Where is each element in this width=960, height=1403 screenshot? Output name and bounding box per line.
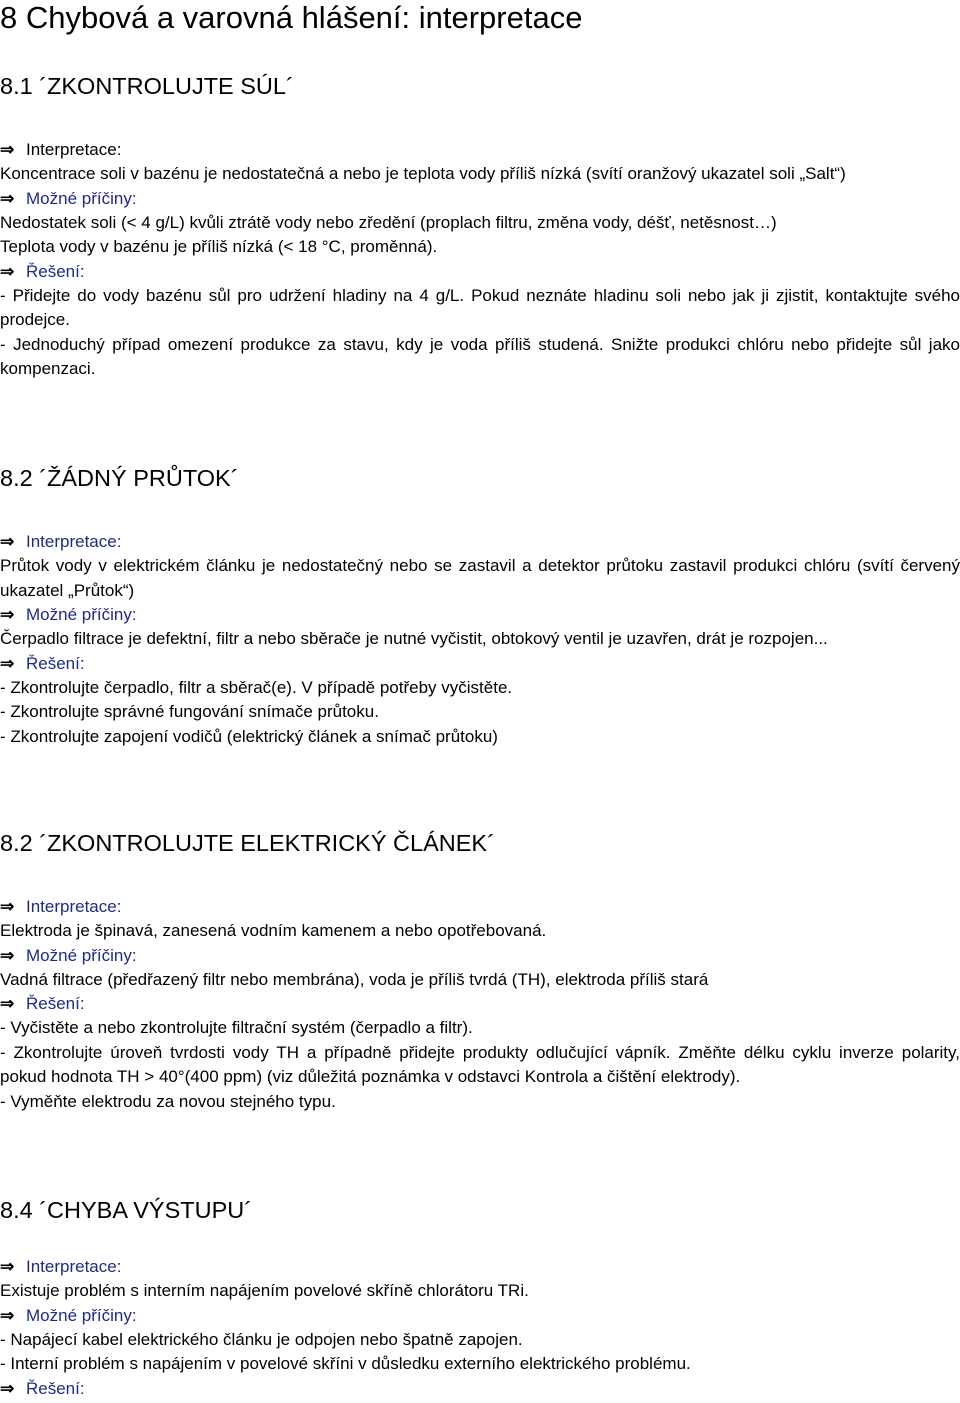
reseni-text: - Přidejte do vody bazénu sůl pro udržení hladiny na 4 g/L. Pokud neznáte hladinu soli nebo jak ji zjistit, kontaktujte svého prodejce.: [0, 285, 960, 329]
section-heading: 8.2 ´ZKONTROLUJTE ELEKTRICKÝ ČLÁNEK´: [0, 830, 495, 856]
priciny-text: - Interní problém s napájením v povelové skříni v důsledku externího elektrického problému.: [0, 1354, 691, 1373]
arrow-right-icon: ⇒: [0, 532, 15, 551]
arrow-right-icon: ⇒: [0, 605, 15, 624]
arrow-right-icon: ⇒: [0, 261, 15, 281]
reseni-label: ⇒ Řešení:: [0, 992, 960, 1016]
arrow-right-icon: ⇒: [0, 653, 15, 673]
section-zkontrolujte-sul: [0, 72, 960, 382]
arrow-right-icon: ⇒: [0, 897, 15, 916]
priciny-text: Čerpadlo filtrace je defektní, filtr a nebo sběrače je nutné vyčistit, obtokový ventil je uzavřen, drát je rozpojen...: [0, 629, 828, 648]
mozne-priciny-label: ⇒ Možné příčiny:: [0, 1304, 960, 1328]
reseni-label: ⇒ Řešení:: [0, 1377, 960, 1401]
interpretace-text: Elektroda je špinavá, zanesená vodním kamenem a nebo opotřebovaná.: [0, 921, 547, 940]
section-heading: 8.4 ´CHYBA VÝSTUPU´: [0, 1197, 253, 1223]
interpretace-label: ⇒ Interpretace:: [0, 895, 960, 919]
arrow-right-icon: ⇒: [0, 1378, 15, 1398]
arrow-right-icon: ⇒: [0, 188, 15, 208]
arrow-right-icon: ⇒: [0, 1305, 15, 1325]
arrow-right-icon: ⇒: [0, 140, 15, 159]
arrow-right-icon: ⇒: [0, 994, 15, 1013]
reseni-label: ⇒ Řešení:: [0, 260, 960, 284]
section-chyba-vystupu: [0, 1196, 960, 1401]
priciny-text: - Napájecí kabel elektrického článku je odpojen nebo špatně zapojen.: [0, 1329, 523, 1349]
reseni-text: - Zkontrolujte zapojení vodičů (elektrický článek a snímač průtoku): [0, 726, 498, 746]
section-zkontrolujte-elektricky-clanek: [0, 829, 960, 1114]
mozne-priciny-label: ⇒ Možné příčiny:: [0, 603, 960, 627]
reseni-text: - Vyčistěte a nebo zkontrolujte filtrační systém (čerpadlo a filtr).: [0, 1018, 473, 1037]
interpretace-label: ⇒ Interpretace:: [0, 530, 960, 554]
page-title: 8 Chybová a varovná hlášení: interpretace: [0, 0, 583, 35]
interpretace-text: Existuje problém s interním napájením povelové skříně chlorátoru TRi.: [0, 1281, 529, 1300]
reseni-text: - Vyměňte elektrodu za novou stejného typu.: [0, 1091, 336, 1111]
reseni-text: - Zkontrolujte úroveň tvrdosti vody TH a případně přidejte produkty odlučující vápník. Změňte délku cyklu inverze polarity, pokud hodnota TH > 40°(400 ppm) (viz důležitá poznámka v odstavci Kontrola a čištění elektrody).: [0, 1042, 960, 1086]
priciny-text: Nedostatek soli (< 4 g/L) kvůli ztrátě vody nebo zředění (proplach filtru, změna vody, déšť, netěsnost…): [0, 212, 777, 232]
reseni-text: - Zkontrolujte správné fungování snímače průtoku.: [0, 702, 379, 721]
arrow-right-icon: ⇒: [0, 945, 15, 965]
reseni-text: - Zkontrolujte čerpadlo, filtr a sběrač(e). V případě potřeby vyčistěte.: [0, 677, 513, 697]
reseni-label: ⇒ Řešení:: [0, 652, 960, 676]
interpretace-label: ⇒ Interpretace:: [0, 1255, 960, 1279]
interpretace-text: Koncentrace soli v bazénu je nedostatečná a nebo je teplota vody příliš nízká (svítí oranžový ukazatel soli „Salt“): [0, 164, 846, 183]
mozne-priciny-label: ⇒ Možné příčiny:: [0, 944, 960, 968]
interpretace-text: Průtok vody v elektrickém článku je nedostatečný nebo se zastavil a detektor průtoku zastavil produkci chlóru (svítí červený ukazatel „Průtok“): [0, 556, 960, 600]
priciny-text: Teplota vody v bazénu je příliš nízká (< 18 °C, proměnná).: [0, 237, 438, 256]
priciny-text: Vadná filtrace (předřazený filtr nebo membrána), voda je příliš tvrdá (TH), elektroda příliš stará: [0, 969, 709, 989]
interpretace-label: ⇒ Interpretace:: [0, 138, 960, 162]
section-heading: 8.1 ´ZKONTROLUJTE SÚL´: [0, 73, 294, 99]
section-heading: 8.2 ´ŽÁDNÝ PRŮTOK´: [0, 465, 239, 491]
mozne-priciny-label: ⇒ Možné příčiny:: [0, 187, 960, 211]
arrow-right-icon: ⇒: [0, 1257, 15, 1276]
reseni-text: - Jednoduchý případ omezení produkce za stavu, kdy je voda příliš studená. Snižte produkci chlóru nebo přidejte sůl jako kompenzaci.: [0, 334, 960, 378]
section-zadny-prutok: [0, 464, 960, 749]
